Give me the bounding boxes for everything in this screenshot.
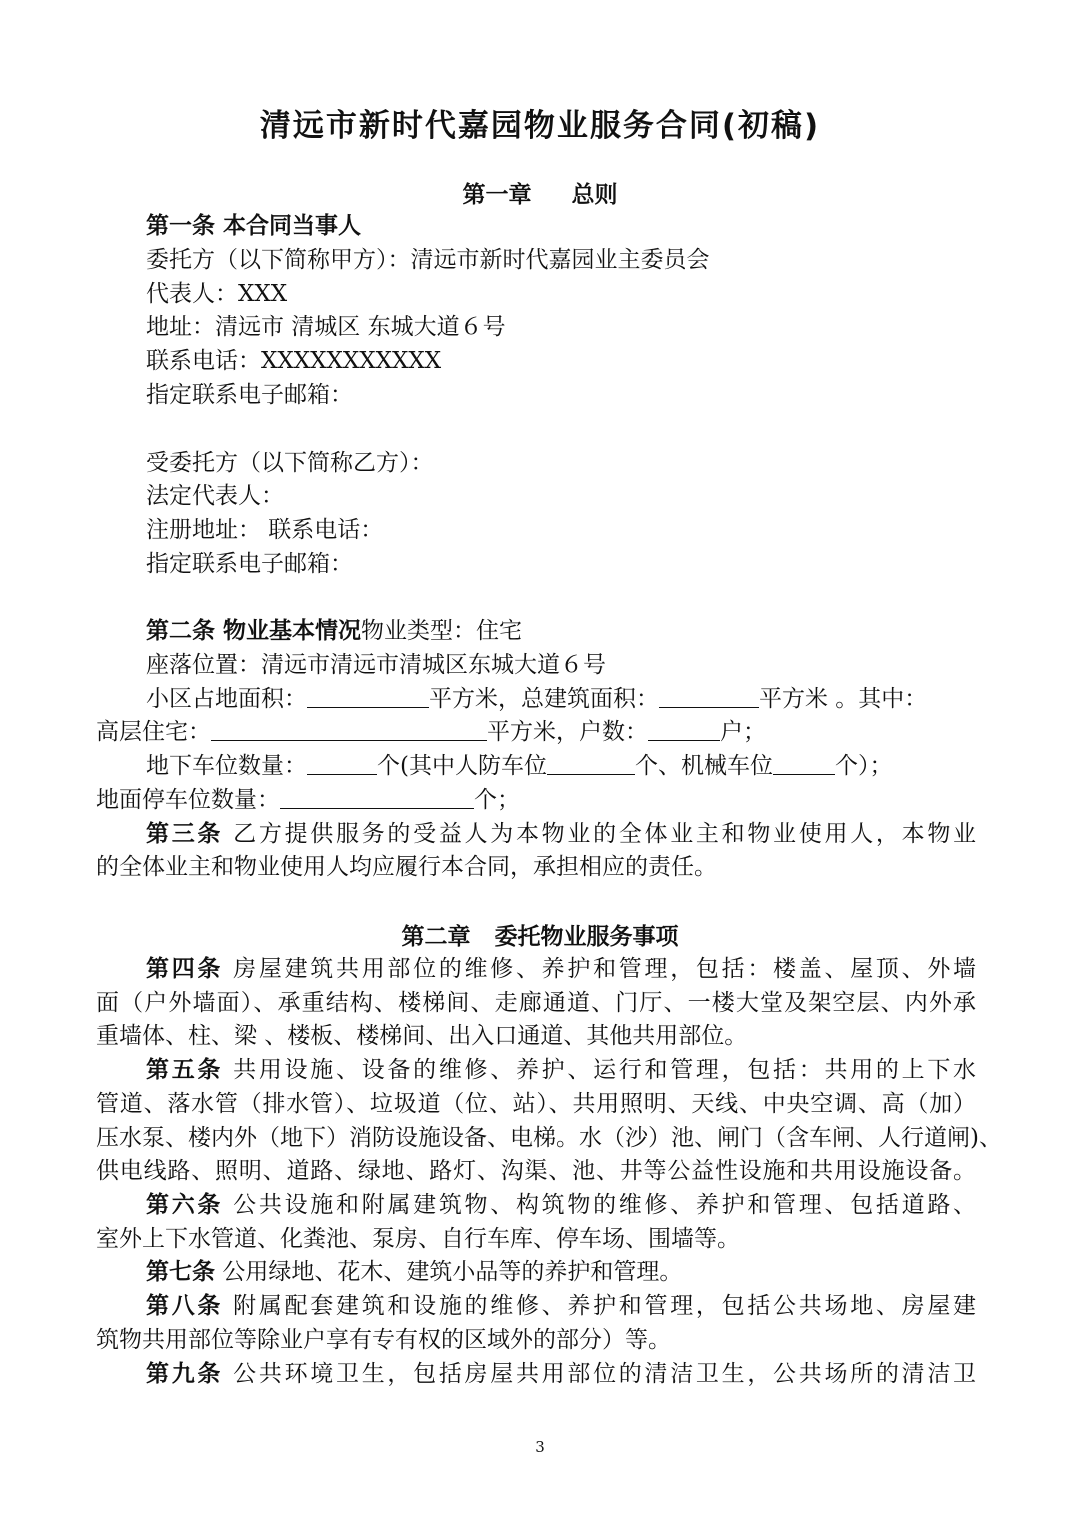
article-2-line: 座落位置：清远市清远市清城区东城大道６号 [146, 652, 606, 678]
ground-parking-unit: 个； [474, 787, 520, 813]
mechanical-parking-blank [773, 752, 835, 775]
article-3-line: 的全体业主和物业使用人均应履行本合同，承担相应的责任。 [96, 854, 717, 880]
article-2-line [146, 615, 976, 647]
article-4-heading: 第四条 [146, 956, 224, 982]
article-8-heading: 第八条 [146, 1293, 224, 1319]
article-3-line [146, 818, 976, 850]
article-4-line: 重墙体、柱、梁 、楼板、楼梯间、出入口通道、其他共用部位。 [96, 1023, 748, 1049]
article-9-heading: 第九条 [146, 1361, 224, 1387]
households-label: 平方米，户数： [487, 719, 648, 745]
article-1-line: 代表人：XXX [146, 281, 288, 307]
article-3-heading: 第三条 [146, 821, 224, 847]
article-2-line [146, 683, 976, 715]
article-6-line [146, 1189, 976, 1221]
chapter-1-heading [0, 176, 1080, 209]
article-4-line: 面（户外墙面）、承重结构、楼梯间、走廊通道、门厅、一楼大堂及架空层、内外承 [96, 990, 976, 1016]
households-blank [648, 718, 720, 741]
article-5-heading: 第五条 [146, 1057, 224, 1083]
article-1-line: 委托方（以下简称甲方）：清远市新时代嘉园业主委员会 [146, 247, 710, 273]
underground-parking-blank [307, 752, 377, 775]
article-6-text: 公共设施和附属建筑物、构筑物的维修、养护和管理、包括道路、 [233, 1192, 977, 1218]
article-6-heading: 第六条 [146, 1192, 224, 1218]
site-area-label: 小区占地面积： [146, 686, 307, 712]
mechanical-parking-label: 个、机械车位 [634, 753, 773, 779]
document-title: 清远市新时代嘉园物业服务合同(初稿) [259, 108, 821, 144]
article-1-line: 受委托方（以下简称乙方）： [146, 450, 434, 476]
article-1-line: 法定代表人： [146, 483, 284, 509]
article-3-text: 乙方提供服务的受益人为本物业的全体业主和物业使用人，本物业 [233, 821, 977, 847]
households-unit: 户； [720, 719, 766, 745]
underground-parking-label: 地下车位数量： [146, 753, 307, 779]
highrise-area-blank [211, 718, 487, 741]
highrise-label: 高层住宅： [96, 719, 211, 745]
article-8-line: 筑物共用部位等除业户享有专有权的区域外的部分）等。 [96, 1327, 671, 1353]
article-8-line [146, 1290, 976, 1322]
article-9-text: 公共环境卫生，包括房屋共用部位的清洁卫生，公共场所的清洁卫 [233, 1361, 977, 1387]
chapter-2-number: 第二章 [401, 924, 471, 950]
article-6-line: 室外上下水管道、化粪池、泵房、自行车库、停车场、围墙等。 [96, 1226, 740, 1252]
article-1-line: 指定联系电子邮箱： [146, 382, 353, 408]
site-area-blank [307, 685, 429, 708]
chapter-1-name: 总则 [571, 182, 618, 208]
chapter-1-number: 第一章 [462, 182, 532, 208]
article-1-line: 地址：清远市 清城区 东城大道６号 [146, 314, 506, 340]
floor-area-label: 平方米，总建筑面积： [429, 686, 659, 712]
article-1-heading: 第一条 本合同当事人 [146, 213, 362, 239]
article-5-line [146, 1054, 976, 1086]
article-4-text: 房屋建筑共用部位的维修、养护和管理，包括：楼盖、屋顶、外墙 [233, 956, 977, 982]
article-1-line: 联系电话：XXXXXXXXXXX [146, 348, 442, 374]
article-2-line [96, 716, 976, 748]
chapter-2-heading [0, 918, 1080, 951]
floor-area-blank [659, 685, 759, 708]
article-5-line: 压水泵、楼内外（地下）消防设施设备、电梯。水（沙）池、闸门（含车闸、人行道闸)、 [96, 1125, 1002, 1151]
article-7-text: 公用绿地、花木、建筑小品等的养护和管理。 [222, 1259, 683, 1285]
article-2-heading: 第二条 物业基本情况 [146, 618, 362, 644]
article-8-text: 附属配套建筑和设施的维修、养护和管理，包括公共场地、房屋建 [233, 1293, 977, 1319]
article-1-line: 指定联系电子邮箱： [146, 551, 353, 577]
civil-defense-parking-blank [547, 752, 635, 775]
article-5-line: 管道、落水管（排水管）、垃圾道（位、站）、共用照明、天线、中央空调、高（加） [96, 1091, 976, 1117]
civil-defense-parking-label: 个(其中人防车位 [377, 753, 547, 779]
mechanical-parking-unit: 个）； [834, 753, 893, 779]
page-number: 3 [535, 1438, 545, 1456]
article-7-heading: 第七条 [146, 1259, 215, 1285]
article-2-line [96, 784, 976, 816]
article-2-type: 物业类型：住宅 [361, 618, 523, 644]
article-1-line: 注册地址： 联系电话： [146, 517, 384, 543]
article-4-line [146, 953, 976, 985]
article-5-line: 供电线路、照明、道路、绿地、路灯、沟渠、池、井等公益性设施和共用设施设备。 [96, 1158, 976, 1184]
ground-parking-blank [280, 786, 474, 809]
article-7-line [146, 1256, 976, 1288]
ground-parking-label: 地面停车位数量： [96, 787, 280, 813]
chapter-2-name: 委托物业服务事项 [494, 924, 679, 950]
floor-area-unit: 平方米 。其中： [759, 686, 928, 712]
article-2-line [146, 750, 976, 782]
article-9-line [146, 1358, 976, 1390]
article-5-text: 共用设施、设备的维修、养护、运行和管理，包括：共用的上下水 [233, 1057, 977, 1083]
